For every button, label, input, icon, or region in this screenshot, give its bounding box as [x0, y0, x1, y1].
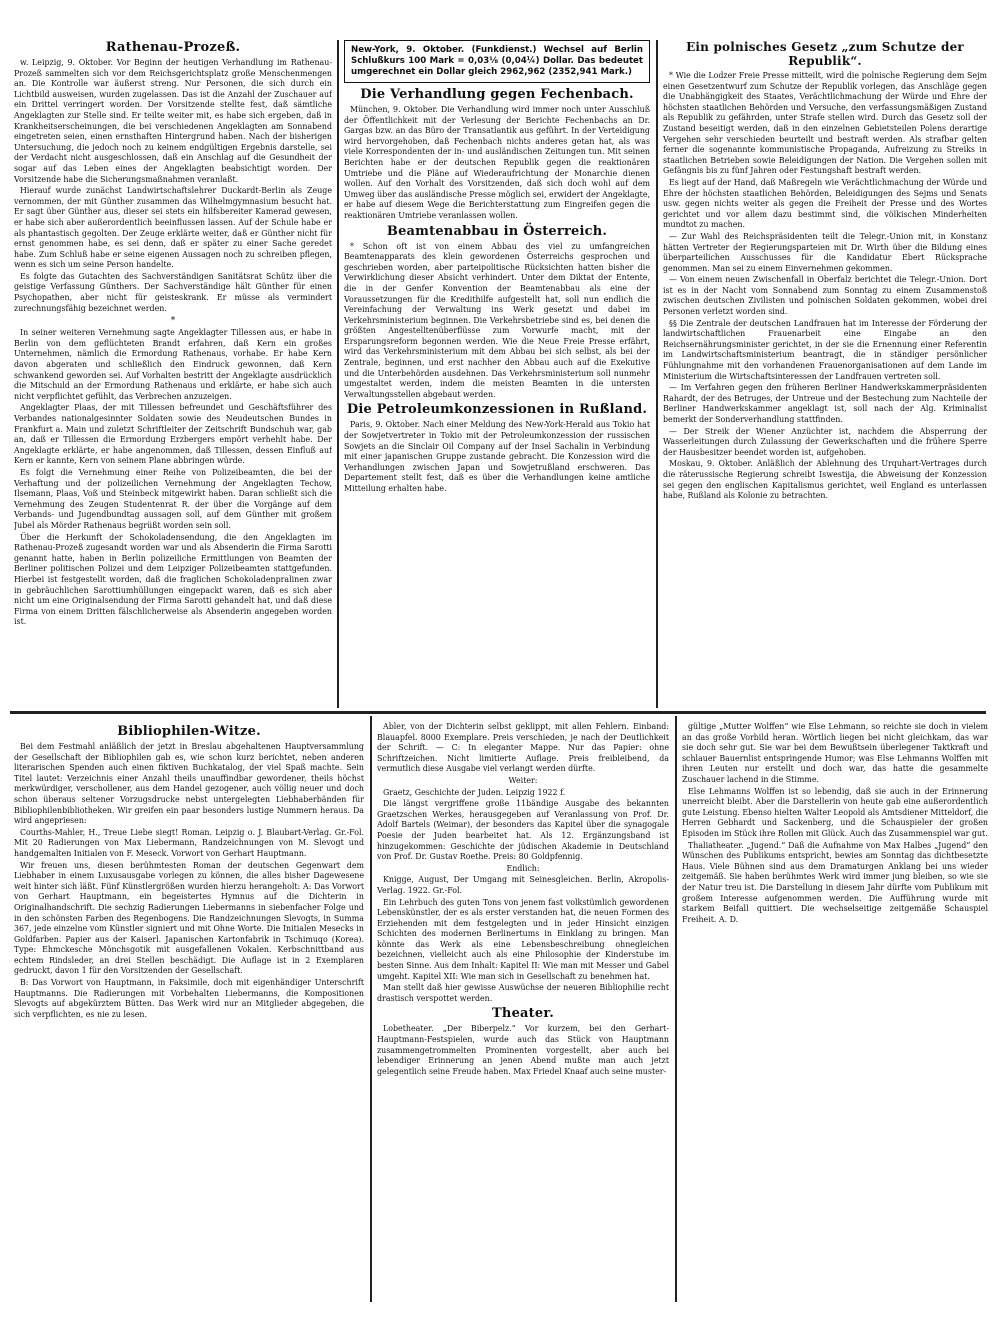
section-separator: * — [170, 316, 176, 327]
article-paragraph: Ein Lehrbuch des guten Tons von jenem fast volkstümlich gewordenen Lebenskünstler, der es als erster verstanden hat, die neuen Formen des Erziehenden mit dem festgelegten und in jeder Hinsicht einzigen Schichten des modernen Berlinertums in Einklang zu bringen. Man könnte das Werk als eine Lebensbeschreibung ohnegleichen bezeichnen, vielleicht auch als eine Philosophie der Kinderstube im besten Sinne. Aus dem Inhalt: Kapitel II: Wie man mit Messer und Gabel umgeht. Kapitel XII: Wie man sich in Gesellschaft zu benehmen hat. — [377, 897, 669, 981]
column-rule — [675, 716, 677, 1302]
article-paragraph: * Schon oft ist von einem Abbau des viel zu umfangreichen Beamtenapparats des klein gewordenen Österreichs gesprochen und geschrieben worden, aber parteipolitische Rücksichten hatten bisher die Verwirklichung dieser Absicht verhindert. Unter dem Diktat der Entente, die in der Genfer Konvention der Beamtenabbau als eine der Voraussetzungen für die Kredithilfe aufgestellt hat, soll nun endlich die Vereinfachung der Verwaltung ins Werk gesetzt und dabei im Verkehrsministerium beginnen. Die Verkehrsbetriebe sind es, bei denen die größten Angestelltenüberflüsse zum Vorwurfe macht, mit der Ersparungsreform begonnen werden. Wie die Neue Freie Presse erfährt, wird das Verkehrsministerium mit dem Abbau bei sich selbst, als bei der Zentrale, beginnen, und erst nachher den Abbau auch auf die Exekutive und die Unterbehörden ausdehnen. Das Verkehrsministerium soll nunmehr umgestaltet werden, indem die meisten Beamten in die untersten Verwaltungsstellen abgebaut werden. — [344, 241, 650, 399]
exchange-rate-box: New-York, 9. Oktober. (Funkdienst.) Wechsel auf Berlin Schlußkurs 100 Mark = 0,03⅛ (0,04¼) Dollar. Das bedeutet umgerechnet ein Dollar gleich 2962,962 (2352,941 Mark.) — [344, 40, 650, 83]
article-paragraph: Knigge, August, Der Umgang mit Seinesgleichen. Berlin, Akropolis-Verlag. 1922. Gr.-Fol. — [377, 875, 669, 895]
article-paragraph: Es liegt auf der Hand, daß Maßregeln wie Verächtlichmachung der Würde und Ehre der höchsten staatlichen Behörden, Beleidigungen des Sejms und Senats usw. gegen nichts weiter als gegen die Freiheit der Presse und des Wortes gerichtet und vor allem dazu bestimmt sind, die völkischen Minderheiten mundtot zu machen. — [663, 177, 987, 230]
feuilleton-column-3 — [682, 722, 988, 1304]
news-brief: — Zur Wahl des Reichspräsidenten teilt die Telegr.-Union mit, in Konstanz hätten Vertreter der Regierungsparteien mit Dr. Wirth über die Bildung eines überparteilichen Ausschusses für die Kandidatur Ebert Rücksprache genommen. Man sei zu einem Einvernehmen gekommen. — [663, 231, 987, 273]
horizontal-rule — [10, 711, 986, 714]
article-paragraph: B: Das Vorwort von Hauptmann, in Faksimile, doch mit eigenhändiger Unterschrift Hauptmanns. Die Radierungen mit Vorbehalten Liebermanns, die Kompositionen Slevogts auf abgekürztem Bütten. Das Werk wird nur an Mitglieder abgegeben, die sich verpflichten, es nie zu lesen. — [14, 978, 364, 1019]
article-paragraph: Endlich: — [506, 863, 540, 873]
article-paragraph: Angeklagter Plaas, der mit Tillessen befreundet und Geschäftsführer des Verbandes nationalgesinnter Soldaten sowie des Neudeutschen Bundes in Frankfurt a. Main und zuletzt Schriftleiter der Zeitschrift Bundschuh war, gab an, daß er Tillessen die Ermordung Erzbergers empört verhehlt habe. Der Angeklagte erklärte, er habe angenommen, daß Tillessen, dessen Einfluß auf Kern er kannte, Kern von seinem Plane abbringen würde. — [14, 403, 332, 466]
article-paragraph: Else Lehmanns Wolffen ist so lebendig, daß sie auch in der Erinnerung unerreicht bleibt. Aber die Darstellerin von heute gab eine außerordentlich gute Leistung. Ebenso hielten Walter Leopold als Amtsdiener Mitteldorf, die Herren Gebhardt und Sackenberg, und die Schauspieler der großen Episoden im Stück ihre Rollen mit Glück. Auch das Zusammenspiel war gut. — [682, 786, 988, 838]
column-middle — [344, 38, 650, 710]
article-paragraph: Abler, von der Dichterin selbst geklippt, mit allen Fehlern. Einband: Blauapfel. 8000 Exemplare. Preis verschieden, je nach der Deutlichkeit der Schrift. — C: In eleganter Mappe. Nur das Papier: ohne Schriftzeichen. Nicht limitierte Auflage. Preis freibleibend, da vermutlich diese Ausgabe viel verlangt werden dürfte. — [377, 722, 669, 774]
column-right — [663, 38, 987, 710]
section-title-theater: Theater. — [492, 1006, 554, 1022]
article-title: Die Verhandlung gegen Fechenbach. — [360, 87, 634, 102]
news-brief: — Der Streik der Wiener Anzüchter ist, nachdem die Absperrung der Wasserleitungen durch Zulassung der Gewerkschaften und die frühere Sperre der Hausbesitzer beendet worden ist, aufgehoben. — [663, 426, 987, 457]
article-paragraph: Es folgte das Gutachten des Sachverständigen Sanitätsrat Schütz über die geistige Verfassung Günthers. Der Sachverständige hält Günther für einen Psychopathen, aber nicht für geisteskrank. Er müsse als vermindert zurechnungsfähig bezeichnet werden. — [14, 271, 332, 313]
feuilleton-column-2 — [377, 722, 669, 1304]
article-paragraph: München, 9. Oktober. Die Verhandlung wird immer noch unter Ausschluß der Öffentlichkeit mit der Verlesung der Berichte Fechenbachs an Dr. Gargas bzw. an das Büro der Transatlantik aus geführt. In der Verteidigung wird hervorgehoben, daß Fechenbach nichts anderes getan hat, als was viele Korrespondenten der in- und ausländischen Zeitungen tun. Mit seinen Berichten habe er der deutschen Republik gegen die reaktionären Umtriebe und die Pläne auf Wiederaufrichtung der Monarchie dienen wollen. Auf den Vorhalt des Vorsitzenden, daß sich doch wohl auf dem Umweg über das ausländische Presse möglich sei, erwidert der Angeklagte, er habe auf diesem Wege die Berichterstattung zum Eingreifen gegen die reaktionären Umtriebe veranlassen wollen. — [344, 105, 650, 220]
article-paragraph: w. Leipzig, 9. Oktober. Vor Beginn der heutigen Verhandlung im Rathenau-Prozeß sammelten sich vor dem Reichsgerichtsplatz große Menschenmengen an. Die Kontrolle war äußerst streng. Nur Personen, die sich durch ein Lichtbild ausweisen, wurden zugelassen. Das ist die Anzahl der Zuschauer auf ein Drittel verringert worden. Der Vorsitzende stellte fest, daß sämtliche Angeklagten zur Stelle sind. Er teilte weiter mit, es habe sich ergeben, daß in Krankheitserscheinungen, die bei verschiedenen Angeklagten am Sonnabend eingetreten seien, einen ernsthaften Hintergrund haben. Nach der bisherigen Untersuchung, die jedoch noch zu keinem endgültigen Ergebnis darstelle, sei der Verdacht nicht ausgeschlossen, daß ein Anschlag auf die Gesundheit der sogar auf das Leben eines der Angeklagten beabsichtigt worden. Der Vorsitzende habe die Sicherungsmaßnahmen veranlaßt. — [14, 58, 332, 184]
article-paragraph: Über die Herkunft der Schokoladensendung, die den Angeklagten im Rathenau-Prozeß zugesandt worden war und als Absenderin die Firma Sarotti genannt hatte, haben in Berlin polizeiliche Ermittlungen von Beamten der Berliner politischen Polizei und dem Leipziger Polizeibeamten stattgefunden. Hierbei ist festgestellt worden, daß die fraglichen Schokoladenpralinen zwar in gebräuchlichen Sarottiumhüllungen eingepackt waren, daß es sich aber nicht um eine Originalsendung der Firma Sarotti gehandelt hat, und daß diese Firma von einem Dritten fälschlicherweise als Absenderin angegeben worden ist. — [14, 532, 332, 627]
news-brief: Moskau, 9. Oktober. Anläßlich der Ablehnung des Urquhart-Vertrages durch die räterussische Regierung schreibt Iswestija, die Abweisung der Konzession sei gegen den englischen Kapitalismus gerichtet, weil England es unterlassen habe, Rußland als Kolonie zu betrachten. — [663, 459, 987, 501]
column-rule — [656, 40, 658, 708]
news-brief: — Im Verfahren gegen den früheren Berliner Handwerkskammerpräsidenten Rahardt, der des Betruges, der Untreue und der Bestechung zum Nachteile der Berliner Handwerkskammer angeklagt ist, soll nach der Alg. Kriminalist bemerkt der Sonderverhandlung stattfinden. — [663, 383, 987, 424]
article-paragraph: * Wie die Lodzer Freie Presse mitteilt, wird die polnische Regierung dem Sejm einen Gesetzentwurf zum Schutze der Republik vorlegen, das Anschläge gegen die Unabhängigkeit des Staates, Verächtlichmachung der Würde und Ehre der höchsten staatlichen Behörden und Versuche, den verfassungsmäßigen Zustand als Republik zu gefährden, unter Strafe stellen wird. Durch das Gesetz soll der Zustand beseitigt werden, daß in den einzelnen Gebietsteilen Polens derartige Vergehen sehr verschieden beurteilt und bestraft werden. Als strafbar gelten ferner die sogenannte kommunistische Propaganda, Aufreizung zu Streiks in staatlichen Betrieben sowie Beleidigungen der Nation. Die Vergehen sollen mit Gefängnis bis zu fünf Jahren oder Festungshaft bestraft werden. — [663, 71, 987, 176]
article-paragraph: Weiter: — [508, 775, 538, 785]
article-paragraph: Lobetheater. „Der Biberpelz.“ Vor kurzem, bei den Gerhart-Hauptmann-Festspielen, wurde auch das Stück von Hauptmann zusammengetrommelten Prominenten vorgestellt, aber auch bei lebendiger Erinnerung an jenen Abend mußte man auch jetzt gelegentlich seine Freude haben. Max Friedel Knaaf auch seine muster- — [377, 1024, 669, 1076]
article-title: Rathenau-Prozeß. — [105, 40, 241, 55]
article-paragraph: Man stellt daß hier gewisse Auswüchse der neueren Bibliophilie recht drastisch verspottet werden. — [377, 983, 669, 1003]
news-brief: — Von einem neuen Zwischenfall in Oberfalz berichtet die Telegr.-Union. Dort ist es in der Nacht vom Sonnabend zum Sonntag zu einem Zusammenstoß zwischen deutschen Zivilisten und polnischen Soldaten gekommen, wobei drei Personen verletzt worden sind. — [663, 275, 987, 317]
article-paragraph: Die längst vergriffene große 11bändige Ausgabe des bekannten Graetzschen Werkes, herausgegeben auf Veranlassung von Prof. Dr. Adolf Bartels (Weimar), der besonders das Kapitel über die synagogale Poesie der Juden bearbeitet hat. Als 12. Ergänzungsband ist hinzugekommen: Geschichte der jüdischen Akademie in Deutschland von Prof. Dr. Gustav Roethe. Preis: 80 Goldpfennig. — [377, 799, 669, 862]
article-paragraph: Es folgt die Vernehmung einer Reihe von Polizeibeamten, die bei der Verhaftung und der polizeilichen Vernehmung der Angeklagten Techow, Ilsemann, Plaas, Voß und Steinbeck mitgewirkt haben. Daran schließt sich die Vernehmung des Zeugen Studentenrat R. der über die Vorgänge auf dem Verbands- und Jugendbundtag aussagen soll, auf dem Günther mit großem Jubel als Mörder Rathenaus begrüßt worden sein soll. — [14, 467, 332, 530]
article-paragraph: Hierauf wurde zunächst Landwirtschaftslehrer Duckardt-Berlin als Zeuge vernommen, der mit Günther zusammen das Wilhelmgymnasium besucht hat. Er sagt über Günther aus, dieser sei stets ein hilfsbereiter Kamerad gewesen, er habe sich aber außerordentlich beeinflussen lassen. Auf der Schule habe er als phantastisch gegolten. Der Zeuge erklärte weiter, daß er Günther nicht für ernst genommen habe, es sei denn, daß er später zu einer Sache geredet habe. Zum Schluß habe er seine eigenen Aussagen noch zu schreiben pflegen, wenn es sich um seine Person handelte. — [14, 186, 332, 270]
article-paragraph: Paris, 9. Oktober. Nach einer Meldung des New-York-Herald aus Tokio hat der Sowjetvertreter in Tokio mit der Petroleumkonzession der russischen Sowjets an die Sinclair Oil Company auf der Insel Sachalin in Verbindung mit einer japanischen Gruppe zustande gebracht. Die Konzession wird die Verhandlungen zwischen Japan und Sowjetrußland erschweren. Das Departement stellt fest, daß es über die Verhandlungen keine amtliche Mitteilung erhalten habe. — [344, 420, 650, 493]
article-title: Bibliophilen-Witze. — [117, 724, 261, 739]
article-title: Ein polnisches Gesetz „zum Schutze der Republik“. — [686, 40, 964, 68]
article-title: Die Petroleumkonzessionen in Rußland. — [346, 402, 648, 418]
column-rathenau — [14, 38, 332, 710]
column-rule — [337, 40, 339, 708]
article-paragraph: gültige „Mutter Wolffen“ wie Else Lehmann, so reichte sie doch in vielem an das große Vorbild heran. Wörtlich liegen bei nicht gleichkam, das war sie doch sehr gut. Sie war bei dem Bewußtsein überlegener Taktkraft und schlauer Bauernlist entspringende Humor; was Else Lehmanns Wolffen mit ihren Leuten nur erstellt und doch war, das hatte die gesammelte Zuschauer lachend in die Stimme. — [682, 722, 988, 784]
news-brief: §§ Die Zentrale der deutschen Landfrauen hat im Interesse der Förderung der landwirtschaftlichen Frauenarbeit eine Eingabe an den Reichsernährungsminister gerichtet, in der sie die Ernennung einer Referentin im Landwirtschaftsministerium beantragt, die in ständiger persönlicher Fühlungnahme mit den vorhandenen Frauenorganisationen auf dem Lande im Ministerium die Wirtschaftsinteressen der Landfrauen vertreten soll. — [663, 318, 987, 381]
article-paragraph: In seiner weiteren Vernehmung sagte Angeklagter Tillessen aus, er habe in Berlin von dem geflüchteten Brandt erfahren, daß Kern ein großes Unternehmen, nämlich die Ermordung Rathenaus, vorhabe. Er habe Kern davon abgeraten und schließlich den Eindruck gewonnen, daß Kern schwankend geworden sei. Auf Vorhalten bestritt der Angeklagte ausdrücklich die Mitschuld an der Ermordung Rathenaus und erklärte, er habe sich auch nicht verpflichtet gefühlt, das Verbrechen anzuzeigen. — [14, 328, 332, 401]
article-paragraph: Wir freuen uns, diesen berühmtesten Roman der deutschen Gegenwart dem Liebhaber in einem Luxusausgabe vorlegen zu können, die alles bisher Dagewesene weit hinter sich läßt. Fünf Künstlergrößen wurden hierzu herangeholt: A: Das Vorwort von Gerhart Hauptmann, ein begeistertes Hymnus auf die Dichterin in Originalhandschrift. Die sechzig Radierungen Liebermanns in siebenfacher Folge und in den schönsten Farben des Regenbogens. Die Randzeichnungen Slevogts, in Summa 367, jede einzelne vom Künstler signiert und mit Ohne Worte. Die Initialen Mesecks in Goldfarben. Papier aus der Kaiserl. Japanischen Kartonfabrik in Tschimuqo (Korea). Type: Ehmckesche Mönchsgotik mit ausgefallenen Vokalen. Kerbschnittband aus echtem Rindsleder, an drei Stellen beschädigt. Die Auflage ist in 2 Exemplaren gedruckt, davon 1 für den Vorsitzenden der Gesellschaft. — [14, 860, 364, 976]
article-title: Beamtenabbau in Österreich. — [386, 223, 608, 239]
article-paragraph: Graetz, Geschichte der Juden. Leipzig 1922 f. — [383, 787, 566, 797]
column-rule — [370, 716, 372, 1302]
article-paragraph: Bei dem Festmahl anläßlich der jetzt in Breslau abgehaltenen Hauptversammlung der Gesellschaft der Bibliophilen gab es, wie schon kurz berichtet, neben anderen literarischen Spenden auch einen fiktiven Buchkatalog, der viel Spaß machte. Sein Titel lautet: Verzeichnis einer Anzahl theils unauffindbar gewordener, theils höchst merkwürdiger, verschollener, aus dem Handel gezogener, auch völlig neuer und doch schon überaus seltener Vorzugsdrucke nebst untergelegten Liebhaberbänden für Bibliophilenbibliotheken. Wir greifen ein paar besonders lustige Nummern heraus. Da wird angepriesen: — [14, 742, 364, 826]
article-paragraph: Thaliatheater. „Jugend.“ Daß die Aufnahme von Max Halbes „Jugend“ den Wünschen des Publikums entspricht, bewies am Sonntag das dichtbesetzte Haus. Viele Bühnen sind aus dem Dramaturgen Anklang bei uns wieder zeitgemäß. Sie haben berühmtes Werk wird immer jung bleiben, so wie sie der Natur treu ist. Die Darstellung in diesem Jahr dürfte vom Publikum mit großem Interesse aufgenommen werden. Die Aufführung wurde mit starkem Beifall quittiert. Die wechselseitige zeitgemäße Schauspiel Freiheit. A. D. — [682, 840, 988, 924]
feuilleton-column-1 — [14, 722, 364, 1304]
article-paragraph: Courths-Mahler, H., Treue Liebe siegt! Roman. Leipzig o. J. Blaubart-Verlag. Gr.-Fol. Mit 20 Radierungen von Max Liebermann, Randzeichnungen von M. Slevogt und handgemalten Initialen von F. Meseck. Vorwort von Gerhart Hauptmann. — [14, 827, 364, 858]
